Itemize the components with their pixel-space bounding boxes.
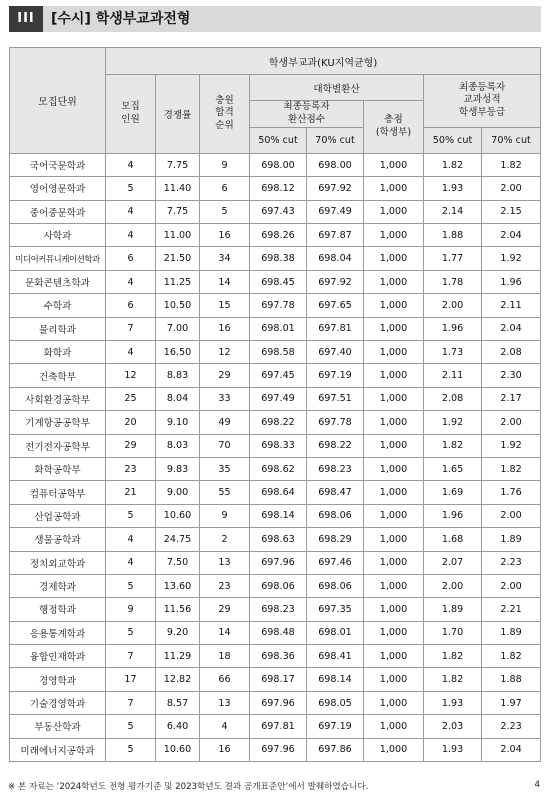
- cut70-cell: 697.35: [307, 598, 364, 621]
- ratio-cell: 11.00: [156, 224, 200, 247]
- unit-cell: 중어중문학과: [10, 200, 106, 223]
- rank-cell: 5: [200, 200, 250, 223]
- rank-cell: 4: [200, 715, 250, 738]
- table-row: [10, 317, 541, 340]
- grade-cut70-cell: 2.17: [482, 387, 541, 410]
- cut70-cell: 698.29: [307, 528, 364, 551]
- unit-cell: 기계항공공학부: [10, 411, 106, 434]
- footer-note: ※ 본 자료는 ‘2024학년도 전형 평가기준 및 2023학년도 결과 공개표준안’에서 발췌하였습니다.: [8, 782, 369, 792]
- cut70-cell: 698.14: [307, 668, 364, 691]
- section-header: [9, 6, 541, 32]
- grade-cut50-cell: 1.78: [424, 270, 482, 293]
- cut50-cell: 698.63: [250, 528, 307, 551]
- rank-cell: 34: [200, 247, 250, 270]
- section-number: III: [9, 6, 43, 32]
- unit-cell: 미디어커뮤니케이션학과: [10, 247, 106, 270]
- cut50-cell: 697.96: [250, 551, 307, 574]
- grade-cut50-cell: 2.14: [424, 200, 482, 223]
- rank-cell: 16: [200, 317, 250, 340]
- grade-cut50-cell: 1.73: [424, 341, 482, 364]
- grade-cut50-cell: 2.08: [424, 387, 482, 410]
- unit-cell: 산업공학과: [10, 504, 106, 527]
- total-cell: 1,000: [364, 621, 424, 644]
- grade-cut50-cell: 1.93: [424, 177, 482, 200]
- ratio-cell: 16.50: [156, 341, 200, 364]
- cut70-cell: 697.78: [307, 411, 364, 434]
- unit-cell: 화학과: [10, 341, 106, 364]
- grade-cut50-cell: 1.82: [424, 645, 482, 668]
- cut50-cell: 698.17: [250, 668, 307, 691]
- quota-cell: 5: [106, 738, 156, 761]
- total-cell: 1,000: [364, 574, 424, 597]
- grade-cut50-cell: 1.96: [424, 317, 482, 340]
- cut50-cell: 698.26: [250, 224, 307, 247]
- quota-cell: 20: [106, 411, 156, 434]
- unit-cell: 미래에너지공학과: [10, 738, 106, 761]
- grade-cut70-cell: 2.23: [482, 551, 541, 574]
- page-number: 4: [534, 780, 540, 790]
- unit-cell: 화학공학부: [10, 457, 106, 480]
- cut70-cell: 698.23: [307, 457, 364, 480]
- cut50-cell: 697.45: [250, 364, 307, 387]
- cut50-cell: 698.48: [250, 621, 307, 644]
- cut70-cell: 697.65: [307, 294, 364, 317]
- header-grade-cut50: 50% cut: [424, 127, 482, 153]
- grade-cut70-cell: 1.92: [482, 247, 541, 270]
- table-row: [10, 645, 541, 668]
- ratio-cell: 9.20: [156, 621, 200, 644]
- cut50-cell: 698.12: [250, 177, 307, 200]
- rank-cell: 70: [200, 434, 250, 457]
- quota-cell: 5: [106, 574, 156, 597]
- unit-cell: 융합인재학과: [10, 645, 106, 668]
- grade-cut50-cell: 2.11: [424, 364, 482, 387]
- cut50-cell: 697.78: [250, 294, 307, 317]
- unit-cell: 수학과: [10, 294, 106, 317]
- table-row: [10, 621, 541, 644]
- cut50-cell: 698.62: [250, 457, 307, 480]
- quota-cell: 4: [106, 528, 156, 551]
- rank-cell: 33: [200, 387, 250, 410]
- cut70-cell: 698.00: [307, 153, 364, 176]
- quota-cell: 7: [106, 645, 156, 668]
- table-row: [10, 411, 541, 434]
- table-row: [10, 224, 541, 247]
- ratio-cell: 9.10: [156, 411, 200, 434]
- rank-cell: 49: [200, 411, 250, 434]
- quota-cell: 9: [106, 598, 156, 621]
- ratio-cell: 24.75: [156, 528, 200, 551]
- footer: [8, 780, 540, 792]
- header-grade-group: 최종등록자 교과성적 학생부등급: [424, 75, 541, 128]
- quota-cell: 4: [106, 341, 156, 364]
- table-row: [10, 364, 541, 387]
- unit-cell: 전기전자공학부: [10, 434, 106, 457]
- grade-cut70-cell: 2.30: [482, 364, 541, 387]
- quota-cell: 21: [106, 481, 156, 504]
- unit-cell: 컴퓨터공학부: [10, 481, 106, 504]
- table-row: [10, 691, 541, 714]
- grade-cut50-cell: 2.00: [424, 294, 482, 317]
- cut70-cell: 698.05: [307, 691, 364, 714]
- total-cell: 1,000: [364, 481, 424, 504]
- cut70-cell: 698.06: [307, 574, 364, 597]
- cut70-cell: 698.06: [307, 504, 364, 527]
- table-row: [10, 457, 541, 480]
- table-row: [10, 481, 541, 504]
- cut50-cell: 697.96: [250, 691, 307, 714]
- grade-cut50-cell: 2.03: [424, 715, 482, 738]
- grade-cut70-cell: 2.04: [482, 224, 541, 247]
- rank-cell: 6: [200, 177, 250, 200]
- unit-cell: 사회환경공학부: [10, 387, 106, 410]
- header-conversion-group: 대학별환산: [250, 75, 424, 101]
- rank-cell: 23: [200, 574, 250, 597]
- unit-cell: 문화콘텐츠학과: [10, 270, 106, 293]
- quota-cell: 5: [106, 715, 156, 738]
- admission-results-table: [9, 47, 541, 762]
- cut70-cell: 697.51: [307, 387, 364, 410]
- ratio-cell: 8.03: [156, 434, 200, 457]
- quota-cell: 25: [106, 387, 156, 410]
- quota-cell: 6: [106, 247, 156, 270]
- rank-cell: 13: [200, 551, 250, 574]
- unit-cell: 경영학과: [10, 668, 106, 691]
- grade-cut70-cell: 1.82: [482, 645, 541, 668]
- grade-cut70-cell: 2.04: [482, 738, 541, 761]
- grade-cut70-cell: 1.82: [482, 457, 541, 480]
- quota-cell: 7: [106, 691, 156, 714]
- grade-cut70-cell: 2.00: [482, 411, 541, 434]
- table-row: [10, 434, 541, 457]
- quota-cell: 17: [106, 668, 156, 691]
- total-cell: 1,000: [364, 528, 424, 551]
- total-cell: 1,000: [364, 738, 424, 761]
- header-cut70: 70% cut: [307, 127, 364, 153]
- unit-cell: 응용통계학과: [10, 621, 106, 644]
- grade-cut70-cell: 1.76: [482, 481, 541, 504]
- unit-cell: 사학과: [10, 224, 106, 247]
- ratio-cell: 11.40: [156, 177, 200, 200]
- cut50-cell: 697.81: [250, 715, 307, 738]
- cut70-cell: 698.04: [307, 247, 364, 270]
- cut50-cell: 697.49: [250, 387, 307, 410]
- grade-cut50-cell: 2.07: [424, 551, 482, 574]
- table-row: [10, 200, 541, 223]
- total-cell: 1,000: [364, 691, 424, 714]
- grade-cut50-cell: 1.82: [424, 434, 482, 457]
- grade-cut70-cell: 2.00: [482, 574, 541, 597]
- table-row: [10, 153, 541, 176]
- section-title: [수시] 학생부교과전형: [51, 11, 191, 27]
- unit-cell: 부동산학과: [10, 715, 106, 738]
- quota-cell: 5: [106, 177, 156, 200]
- total-cell: 1,000: [364, 270, 424, 293]
- ratio-cell: 9.83: [156, 457, 200, 480]
- cut50-cell: 698.38: [250, 247, 307, 270]
- rank-cell: 29: [200, 598, 250, 621]
- cut70-cell: 698.22: [307, 434, 364, 457]
- cut50-cell: 698.23: [250, 598, 307, 621]
- quota-cell: 7: [106, 317, 156, 340]
- total-cell: 1,000: [364, 200, 424, 223]
- table-row: [10, 341, 541, 364]
- cut70-cell: 697.92: [307, 177, 364, 200]
- cut70-cell: 697.19: [307, 715, 364, 738]
- table-row: [10, 387, 541, 410]
- cut70-cell: 697.92: [307, 270, 364, 293]
- table-row: [10, 715, 541, 738]
- grade-cut50-cell: 1.88: [424, 224, 482, 247]
- rank-cell: 14: [200, 270, 250, 293]
- total-cell: 1,000: [364, 247, 424, 270]
- total-cell: 1,000: [364, 317, 424, 340]
- grade-cut70-cell: 1.89: [482, 528, 541, 551]
- grade-cut50-cell: 1.93: [424, 691, 482, 714]
- table-header: [10, 48, 541, 154]
- grade-cut70-cell: 2.21: [482, 598, 541, 621]
- grade-cut50-cell: 1.70: [424, 621, 482, 644]
- quota-cell: 6: [106, 294, 156, 317]
- rank-cell: 16: [200, 738, 250, 761]
- grade-cut70-cell: 1.89: [482, 621, 541, 644]
- grade-cut50-cell: 1.92: [424, 411, 482, 434]
- table-row: [10, 294, 541, 317]
- header-total: 총점 (학생부): [364, 101, 424, 154]
- cut70-cell: 698.47: [307, 481, 364, 504]
- ratio-cell: 7.50: [156, 551, 200, 574]
- total-cell: 1,000: [364, 551, 424, 574]
- total-cell: 1,000: [364, 341, 424, 364]
- quota-cell: 12: [106, 364, 156, 387]
- ratio-cell: 7.75: [156, 200, 200, 223]
- total-cell: 1,000: [364, 177, 424, 200]
- header-ratio: 경쟁률: [156, 75, 200, 154]
- ratio-cell: 7.00: [156, 317, 200, 340]
- quota-cell: 4: [106, 224, 156, 247]
- rank-cell: 35: [200, 457, 250, 480]
- cut50-cell: 698.45: [250, 270, 307, 293]
- cut70-cell: 697.81: [307, 317, 364, 340]
- cut70-cell: 697.46: [307, 551, 364, 574]
- grade-cut50-cell: 1.93: [424, 738, 482, 761]
- cut50-cell: 698.64: [250, 481, 307, 504]
- cut70-cell: 697.19: [307, 364, 364, 387]
- grade-cut70-cell: 1.92: [482, 434, 541, 457]
- table-row: [10, 551, 541, 574]
- cut50-cell: 698.22: [250, 411, 307, 434]
- cut50-cell: 697.43: [250, 200, 307, 223]
- cut70-cell: 697.49: [307, 200, 364, 223]
- rank-cell: 9: [200, 153, 250, 176]
- unit-cell: 생물공학과: [10, 528, 106, 551]
- cut50-cell: 698.01: [250, 317, 307, 340]
- cut50-cell: 697.96: [250, 738, 307, 761]
- unit-cell: 행정학과: [10, 598, 106, 621]
- quota-cell: 4: [106, 270, 156, 293]
- cut70-cell: 698.41: [307, 645, 364, 668]
- grade-cut70-cell: 2.00: [482, 504, 541, 527]
- table-body: [10, 153, 541, 761]
- cut50-cell: 698.14: [250, 504, 307, 527]
- total-cell: 1,000: [364, 598, 424, 621]
- ratio-cell: 6.40: [156, 715, 200, 738]
- rank-cell: 2: [200, 528, 250, 551]
- unit-cell: 물리학과: [10, 317, 106, 340]
- total-cell: 1,000: [364, 387, 424, 410]
- total-cell: 1,000: [364, 364, 424, 387]
- ratio-cell: 10.50: [156, 294, 200, 317]
- grade-cut70-cell: 2.00: [482, 177, 541, 200]
- grade-cut70-cell: 2.08: [482, 341, 541, 364]
- header-conversion-score: 최종등록자 환산점수: [250, 101, 364, 128]
- total-cell: 1,000: [364, 434, 424, 457]
- unit-cell: 기술경영학과: [10, 691, 106, 714]
- ratio-cell: 13.60: [156, 574, 200, 597]
- total-cell: 1,000: [364, 645, 424, 668]
- cut70-cell: 698.01: [307, 621, 364, 644]
- total-cell: 1,000: [364, 668, 424, 691]
- total-cell: 1,000: [364, 294, 424, 317]
- grade-cut70-cell: 1.82: [482, 153, 541, 176]
- quota-cell: 4: [106, 551, 156, 574]
- ratio-cell: 11.56: [156, 598, 200, 621]
- cut70-cell: 697.86: [307, 738, 364, 761]
- cut50-cell: 698.33: [250, 434, 307, 457]
- header-grade-cut70: 70% cut: [482, 127, 541, 153]
- grade-cut70-cell: 2.11: [482, 294, 541, 317]
- unit-cell: 정치외교학과: [10, 551, 106, 574]
- table-row: [10, 270, 541, 293]
- grade-cut70-cell: 1.97: [482, 691, 541, 714]
- unit-cell: 국어국문학과: [10, 153, 106, 176]
- rank-cell: 14: [200, 621, 250, 644]
- table-row: [10, 504, 541, 527]
- grade-cut50-cell: 1.82: [424, 668, 482, 691]
- rank-cell: 15: [200, 294, 250, 317]
- quota-cell: 29: [106, 434, 156, 457]
- unit-cell: 건축학부: [10, 364, 106, 387]
- header-group: 학생부교과(KU지역균형): [106, 48, 541, 75]
- table-row: [10, 668, 541, 691]
- table-row: [10, 247, 541, 270]
- grade-cut50-cell: 1.96: [424, 504, 482, 527]
- ratio-cell: 12.82: [156, 668, 200, 691]
- header-quota: 모집 인원: [106, 75, 156, 154]
- ratio-cell: 10.60: [156, 504, 200, 527]
- grade-cut70-cell: 2.04: [482, 317, 541, 340]
- ratio-cell: 8.83: [156, 364, 200, 387]
- grade-cut50-cell: 1.82: [424, 153, 482, 176]
- rank-cell: 13: [200, 691, 250, 714]
- ratio-cell: 7.75: [156, 153, 200, 176]
- rank-cell: 18: [200, 645, 250, 668]
- ratio-cell: 8.04: [156, 387, 200, 410]
- grade-cut50-cell: 1.77: [424, 247, 482, 270]
- rank-cell: 55: [200, 481, 250, 504]
- cut50-cell: 698.00: [250, 153, 307, 176]
- total-cell: 1,000: [364, 224, 424, 247]
- rank-cell: 16: [200, 224, 250, 247]
- ratio-cell: 11.25: [156, 270, 200, 293]
- grade-cut50-cell: 1.65: [424, 457, 482, 480]
- total-cell: 1,000: [364, 153, 424, 176]
- rank-cell: 29: [200, 364, 250, 387]
- ratio-cell: 9.00: [156, 481, 200, 504]
- table-row: [10, 574, 541, 597]
- grade-cut50-cell: 2.00: [424, 574, 482, 597]
- grade-cut70-cell: 2.23: [482, 715, 541, 738]
- total-cell: 1,000: [364, 411, 424, 434]
- total-cell: 1,000: [364, 457, 424, 480]
- total-cell: 1,000: [364, 715, 424, 738]
- table-row: [10, 177, 541, 200]
- grade-cut50-cell: 1.69: [424, 481, 482, 504]
- table-row: [10, 528, 541, 551]
- header-rank: 충원 합격 순위: [200, 75, 250, 154]
- cut50-cell: 698.58: [250, 341, 307, 364]
- grade-cut50-cell: 1.68: [424, 528, 482, 551]
- grade-cut70-cell: 1.88: [482, 668, 541, 691]
- unit-cell: 영어영문학과: [10, 177, 106, 200]
- table-row: [10, 598, 541, 621]
- quota-cell: 5: [106, 504, 156, 527]
- unit-cell: 경제학과: [10, 574, 106, 597]
- grade-cut50-cell: 1.89: [424, 598, 482, 621]
- quota-cell: 5: [106, 621, 156, 644]
- table-row: [10, 738, 541, 761]
- header-unit: 모집단위: [10, 48, 106, 154]
- cut70-cell: 697.40: [307, 341, 364, 364]
- header-cut50: 50% cut: [250, 127, 307, 153]
- rank-cell: 9: [200, 504, 250, 527]
- cut50-cell: 698.06: [250, 574, 307, 597]
- quota-cell: 4: [106, 153, 156, 176]
- total-cell: 1,000: [364, 504, 424, 527]
- grade-cut70-cell: 1.96: [482, 270, 541, 293]
- ratio-cell: 10.60: [156, 738, 200, 761]
- cut70-cell: 697.87: [307, 224, 364, 247]
- rank-cell: 66: [200, 668, 250, 691]
- cut50-cell: 698.36: [250, 645, 307, 668]
- quota-cell: 4: [106, 200, 156, 223]
- ratio-cell: 11.29: [156, 645, 200, 668]
- grade-cut70-cell: 2.15: [482, 200, 541, 223]
- quota-cell: 23: [106, 457, 156, 480]
- ratio-cell: 21.50: [156, 247, 200, 270]
- rank-cell: 12: [200, 341, 250, 364]
- ratio-cell: 8.57: [156, 691, 200, 714]
